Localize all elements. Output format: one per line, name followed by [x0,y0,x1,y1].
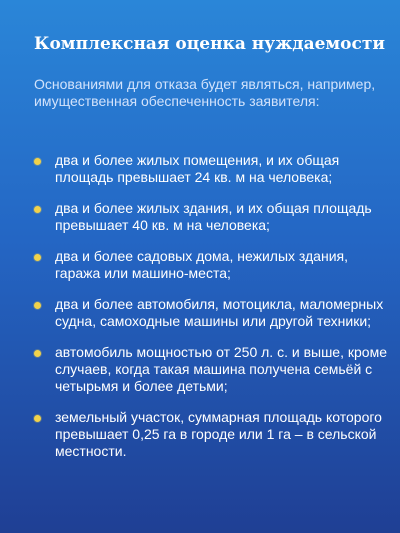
page-title: Комплексная оценка нуждаемости [34,34,385,54]
list-item [34,296,394,330]
list-item [34,200,394,234]
list-item-text: автомобиль мощностью от 250 л. с. и выше, кроме случаев, когда такая машина получена семьёй с четырьмя и более детьми; [55,344,387,394]
criteria-list [34,152,394,474]
list-item [34,152,394,186]
list-item-text: два и более жилых здания, и их общая площадь превышает 40 кв. м на человека; [55,200,372,233]
list-item-text: два и более жилых помещения, и их общая площадь превышает 24 кв. м на человека; [55,152,340,185]
intro-text: Основаниями для отказа будет являться, например, имущественная обеспеченность заявителя: [34,76,376,109]
bullet-dot-icon [34,302,41,309]
list-item [34,409,394,460]
bullet-dot-icon [34,350,41,357]
list-item-text: земельный участок, суммарная площадь которого превышает 0,25 га в городе или 1 га – в сельской местности. [55,409,382,459]
bullet-dot-icon [34,206,41,213]
bullet-dot-icon [34,158,41,165]
list-item-text: два и более садовых дома, нежилых здания, гаража или машино-места; [55,248,348,281]
bullet-dot-icon [34,415,41,422]
list-item [34,248,394,282]
bullet-dot-icon [34,254,41,261]
list-item [34,344,394,395]
list-item-text: два и более автомобиля, мотоцикла, маломерных судна, самоходные машины или другой техники; [55,296,384,329]
